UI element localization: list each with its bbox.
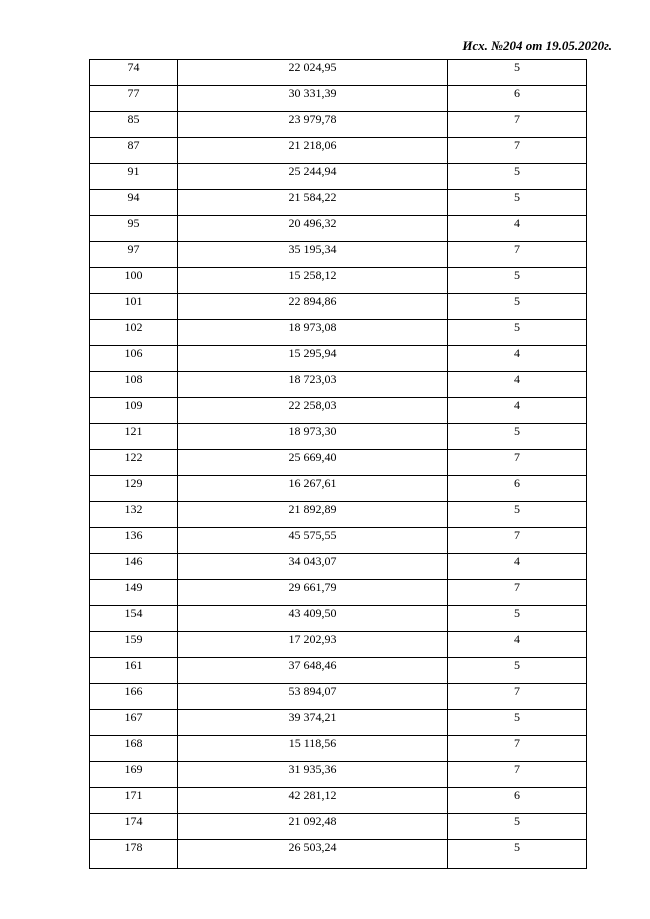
cell-amount: 29 661,79	[178, 580, 448, 606]
cell-count: 7	[448, 112, 587, 138]
cell-number: 121	[90, 424, 178, 450]
table-row	[90, 242, 587, 268]
table-row	[90, 580, 587, 606]
cell-amount: 34 043,07	[178, 554, 448, 580]
cell-count: 5	[448, 710, 587, 736]
table-body	[90, 60, 587, 869]
table-row	[90, 216, 587, 242]
cell-number: 102	[90, 320, 178, 346]
table-row	[90, 606, 587, 632]
cell-amount: 53 894,07	[178, 684, 448, 710]
cell-amount: 15 295,94	[178, 346, 448, 372]
cell-number: 74	[90, 60, 178, 86]
document-reference: Исх. №204 от 19.05.2020г.	[462, 38, 612, 53]
cell-number: 106	[90, 346, 178, 372]
table-row	[90, 710, 587, 736]
cell-number: 87	[90, 138, 178, 164]
cell-count: 7	[448, 684, 587, 710]
cell-amount: 45 575,55	[178, 528, 448, 554]
cell-number: 129	[90, 476, 178, 502]
cell-amount: 21 092,48	[178, 814, 448, 840]
cell-amount: 26 503,24	[178, 840, 448, 869]
cell-count: 5	[448, 840, 587, 869]
cell-number: 171	[90, 788, 178, 814]
cell-amount: 18 723,03	[178, 372, 448, 398]
cell-amount: 18 973,08	[178, 320, 448, 346]
cell-number: 91	[90, 164, 178, 190]
table-row	[90, 476, 587, 502]
cell-amount: 16 267,61	[178, 476, 448, 502]
table-row	[90, 190, 587, 216]
cell-number: 154	[90, 606, 178, 632]
table-row	[90, 398, 587, 424]
table-row	[90, 554, 587, 580]
cell-number: 146	[90, 554, 178, 580]
cell-amount: 30 331,39	[178, 86, 448, 112]
cell-amount: 18 973,30	[178, 424, 448, 450]
table-row	[90, 294, 587, 320]
cell-number: 136	[90, 528, 178, 554]
cell-count: 7	[448, 580, 587, 606]
table-row	[90, 60, 587, 86]
cell-amount: 15 258,12	[178, 268, 448, 294]
table-row	[90, 372, 587, 398]
cell-number: 174	[90, 814, 178, 840]
table-row	[90, 138, 587, 164]
table-row	[90, 268, 587, 294]
cell-amount: 43 409,50	[178, 606, 448, 632]
cell-number: 95	[90, 216, 178, 242]
cell-number: 149	[90, 580, 178, 606]
table-row	[90, 528, 587, 554]
table-row	[90, 814, 587, 840]
cell-count: 4	[448, 398, 587, 424]
table-row	[90, 840, 587, 869]
cell-amount: 15 118,56	[178, 736, 448, 762]
cell-count: 5	[448, 268, 587, 294]
cell-amount: 37 648,46	[178, 658, 448, 684]
cell-number: 94	[90, 190, 178, 216]
cell-amount: 25 669,40	[178, 450, 448, 476]
cell-count: 4	[448, 346, 587, 372]
cell-number: 166	[90, 684, 178, 710]
table-row	[90, 632, 587, 658]
table-row	[90, 658, 587, 684]
cell-count: 7	[448, 528, 587, 554]
table-row	[90, 788, 587, 814]
table-row	[90, 320, 587, 346]
table-row	[90, 502, 587, 528]
table-row	[90, 736, 587, 762]
cell-count: 6	[448, 476, 587, 502]
cell-count: 5	[448, 60, 587, 86]
cell-amount: 25 244,94	[178, 164, 448, 190]
table-row	[90, 762, 587, 788]
cell-number: 159	[90, 632, 178, 658]
cell-count: 5	[448, 190, 587, 216]
cell-amount: 22 894,86	[178, 294, 448, 320]
cell-amount: 42 281,12	[178, 788, 448, 814]
cell-amount: 21 892,89	[178, 502, 448, 528]
cell-number: 122	[90, 450, 178, 476]
cell-number: 178	[90, 840, 178, 869]
cell-number: 167	[90, 710, 178, 736]
cell-count: 5	[448, 502, 587, 528]
cell-count: 4	[448, 554, 587, 580]
cell-count: 7	[448, 138, 587, 164]
cell-count: 6	[448, 788, 587, 814]
cell-amount: 39 374,21	[178, 710, 448, 736]
table-row	[90, 424, 587, 450]
cell-number: 132	[90, 502, 178, 528]
cell-amount: 22 024,95	[178, 60, 448, 86]
table-row	[90, 112, 587, 138]
cell-number: 97	[90, 242, 178, 268]
cell-count: 5	[448, 658, 587, 684]
cell-amount: 35 195,34	[178, 242, 448, 268]
cell-count: 5	[448, 424, 587, 450]
cell-number: 108	[90, 372, 178, 398]
cell-count: 4	[448, 372, 587, 398]
cell-number: 85	[90, 112, 178, 138]
cell-amount: 31 935,36	[178, 762, 448, 788]
cell-number: 168	[90, 736, 178, 762]
table-row	[90, 684, 587, 710]
cell-number: 101	[90, 294, 178, 320]
cell-number: 77	[90, 86, 178, 112]
cell-number: 109	[90, 398, 178, 424]
cell-count: 7	[448, 762, 587, 788]
cell-count: 5	[448, 164, 587, 190]
cell-count: 5	[448, 320, 587, 346]
cell-number: 169	[90, 762, 178, 788]
table-row	[90, 450, 587, 476]
cell-count: 5	[448, 294, 587, 320]
cell-count: 5	[448, 606, 587, 632]
data-table	[89, 59, 587, 869]
table-row	[90, 164, 587, 190]
cell-count: 7	[448, 242, 587, 268]
table-row	[90, 346, 587, 372]
cell-amount: 21 584,22	[178, 190, 448, 216]
cell-count: 6	[448, 86, 587, 112]
cell-number: 100	[90, 268, 178, 294]
cell-amount: 23 979,78	[178, 112, 448, 138]
cell-count: 7	[448, 450, 587, 476]
cell-count: 5	[448, 814, 587, 840]
cell-count: 7	[448, 736, 587, 762]
table-row	[90, 86, 587, 112]
cell-amount: 22 258,03	[178, 398, 448, 424]
cell-count: 4	[448, 632, 587, 658]
cell-amount: 21 218,06	[178, 138, 448, 164]
cell-amount: 20 496,32	[178, 216, 448, 242]
cell-number: 161	[90, 658, 178, 684]
cell-amount: 17 202,93	[178, 632, 448, 658]
cell-count: 4	[448, 216, 587, 242]
